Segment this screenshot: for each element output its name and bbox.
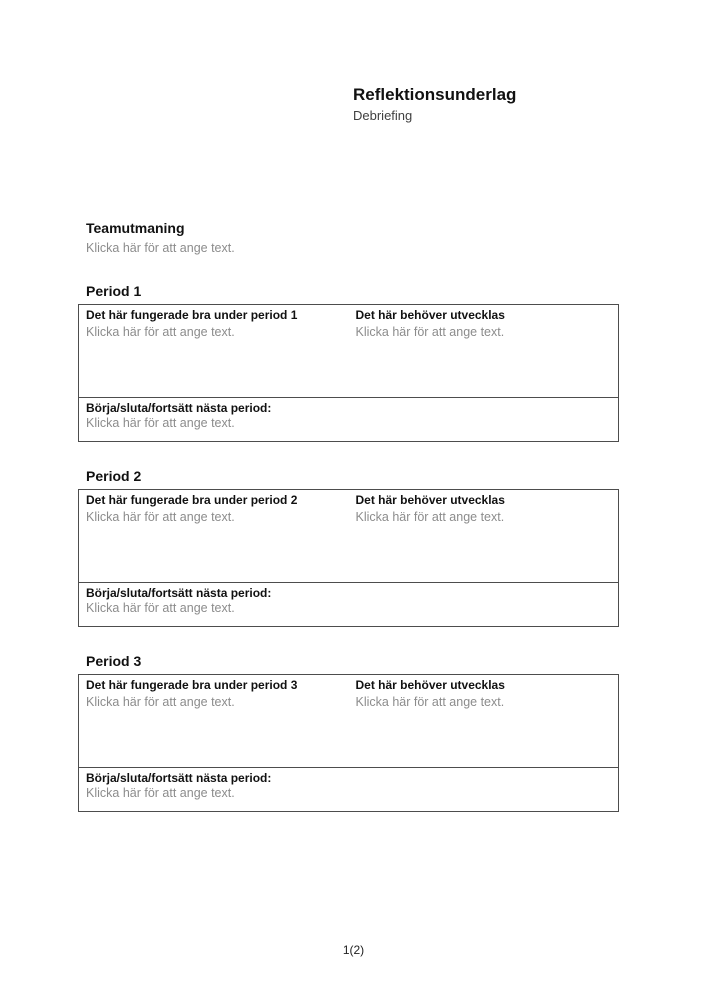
period-2-table bbox=[78, 489, 619, 627]
period-2-start-stop-continue-header: Börja/sluta/fortsätt nästa period: bbox=[86, 586, 272, 600]
period-2-start-stop-continue-placeholder[interactable]: Klicka här för att ange text. bbox=[86, 601, 235, 615]
page-subtitle: Debriefing bbox=[353, 107, 413, 123]
period-3-needs-development-placeholder[interactable]: Klicka här för att ange text. bbox=[355, 695, 505, 709]
period-3-start-stop-continue-cell bbox=[79, 767, 618, 811]
period-1-worked-well-placeholder[interactable]: Klicka här för att ange text. bbox=[86, 325, 235, 339]
period-1-section bbox=[78, 283, 619, 442]
period-1-heading: Period 1 bbox=[86, 283, 142, 299]
period-1-table bbox=[78, 304, 619, 442]
period-1-top-row bbox=[79, 305, 618, 397]
period-1-needs-development-header: Det här behöver utvecklas bbox=[355, 308, 505, 322]
page-title: Reflektionsunderlag bbox=[353, 85, 517, 104]
period-3-table bbox=[78, 674, 619, 812]
period-3-section bbox=[78, 653, 619, 812]
team-challenge-placeholder[interactable]: Klicka här för att ange text. bbox=[86, 241, 235, 255]
period-2-start-stop-continue-cell bbox=[79, 582, 618, 626]
period-1-start-stop-continue-cell bbox=[79, 397, 618, 441]
page-footer bbox=[0, 941, 707, 959]
period-3-worked-well-placeholder[interactable]: Klicka här för att ange text. bbox=[86, 695, 235, 709]
period-2-needs-development-placeholder[interactable]: Klicka här för att ange text. bbox=[355, 510, 505, 524]
period-1-start-stop-continue-placeholder[interactable]: Klicka här för att ange text. bbox=[86, 416, 235, 430]
period-1-worked-well-header: Det här fungerade bra under period 1 bbox=[86, 308, 298, 322]
document-header bbox=[353, 86, 516, 123]
period-3-needs-development-header: Det här behöver utvecklas bbox=[355, 678, 505, 692]
period-3-needs-development-cell bbox=[349, 675, 619, 767]
period-1-needs-development-cell bbox=[349, 305, 619, 397]
team-challenge-section bbox=[86, 220, 235, 257]
period-2-needs-development-header: Det här behöver utvecklas bbox=[355, 493, 505, 507]
period-2-worked-well-cell bbox=[79, 490, 349, 582]
period-2-section bbox=[78, 468, 619, 627]
period-3-heading: Period 3 bbox=[86, 653, 142, 669]
team-challenge-heading: Teamutmaning bbox=[86, 220, 185, 236]
period-3-top-row bbox=[79, 675, 618, 767]
period-1-needs-development-placeholder[interactable]: Klicka här för att ange text. bbox=[355, 325, 505, 339]
period-3-worked-well-cell bbox=[79, 675, 349, 767]
period-2-needs-development-cell bbox=[349, 490, 619, 582]
period-2-worked-well-header: Det här fungerade bra under period 2 bbox=[86, 493, 298, 507]
page-number: 1(2) bbox=[342, 943, 365, 957]
period-2-worked-well-placeholder[interactable]: Klicka här för att ange text. bbox=[86, 510, 235, 524]
period-2-top-row bbox=[79, 490, 618, 582]
period-3-worked-well-header: Det här fungerade bra under period 3 bbox=[86, 678, 298, 692]
period-1-worked-well-cell bbox=[79, 305, 349, 397]
period-2-heading: Period 2 bbox=[86, 468, 142, 484]
period-3-start-stop-continue-placeholder[interactable]: Klicka här för att ange text. bbox=[86, 786, 235, 800]
period-1-start-stop-continue-header: Börja/sluta/fortsätt nästa period: bbox=[86, 401, 272, 415]
period-3-start-stop-continue-header: Börja/sluta/fortsätt nästa period: bbox=[86, 771, 272, 785]
